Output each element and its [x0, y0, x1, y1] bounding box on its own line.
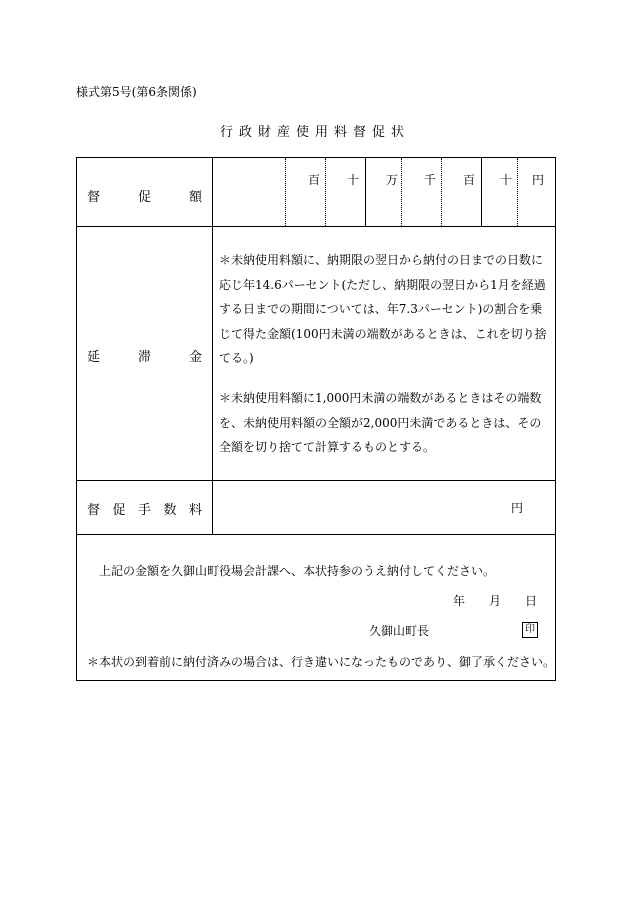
date-month: 月 — [489, 594, 502, 608]
late-fee-label-char: 滞 — [137, 350, 151, 365]
fee-label-char: 督 — [87, 503, 101, 518]
date-year: 年 — [453, 594, 466, 608]
document-title: 行政財産使用料督促状 — [219, 125, 410, 140]
fee-label-char: 手 — [137, 503, 151, 518]
digit-divider — [441, 158, 442, 226]
fee-label-char: 料 — [188, 503, 202, 518]
amount-label — [77, 186, 212, 205]
row-divider — [77, 480, 555, 481]
digit-divider — [365, 158, 366, 226]
footer-note: ＊本状の到着前に納付済みの場合は、行き違いになったものであり、御了承ください。 — [87, 655, 556, 669]
unit-thousand: 千 — [423, 173, 436, 187]
fee-label-char: 促 — [112, 503, 126, 518]
unit-man: 万 — [385, 173, 398, 187]
amount-label-char: 督 — [87, 190, 101, 205]
digit-divider — [481, 158, 482, 226]
payment-instruction: 上記の金額を久御山町役場会計課へ、本状持参のうえ納付してください。 — [99, 564, 496, 578]
unit-hundred-thousand: 百 — [307, 173, 320, 187]
unit-ten-thousand-tens: 十 — [346, 173, 359, 187]
unit-yen: 円 — [531, 173, 544, 187]
fee-label — [77, 499, 212, 518]
amount-label-char: 促 — [137, 190, 151, 205]
issuer-name: 久御山町長 — [369, 624, 430, 638]
late-fee-note-1: ＊未納使用料額に、納期限の翌日から納付の日までの日数に応じ年14.6パーセント(ただし、納期限の翌日から1月を経過する日までの期間については、年7.3パーセント)の割合を乗じて得た金額(100円未満の端数があるときは、これを切り捨てる。) — [219, 253, 547, 365]
unit-ten: 十 — [499, 173, 512, 187]
digit-divider — [517, 158, 518, 226]
form-table — [76, 157, 556, 681]
late-fee-note-2: ＊未納使用料額に1,000円未満の端数があるときはその端数を、未納使用料額の全額が2,000円未満であるときは、その全額を切り捨てて計算するものとする。 — [219, 391, 542, 454]
amount-label-char: 額 — [188, 190, 202, 205]
fee-label-char: 数 — [163, 503, 177, 518]
row-divider — [77, 534, 555, 535]
digit-divider — [325, 158, 326, 226]
late-fee-label-char: 金 — [188, 350, 202, 365]
digit-divider — [401, 158, 402, 226]
form-number: 様式第5号(第6条関係) — [76, 85, 197, 99]
label-column-divider — [212, 158, 213, 534]
digit-divider — [285, 158, 286, 226]
late-fee-label-char: 延 — [87, 350, 101, 365]
seal-icon: 印 — [522, 622, 538, 638]
unit-hundred: 百 — [462, 173, 475, 187]
late-fee-label — [77, 346, 212, 365]
row-divider — [77, 226, 555, 227]
date-day: 日 — [525, 594, 538, 608]
fee-unit-yen: 円 — [510, 501, 523, 515]
